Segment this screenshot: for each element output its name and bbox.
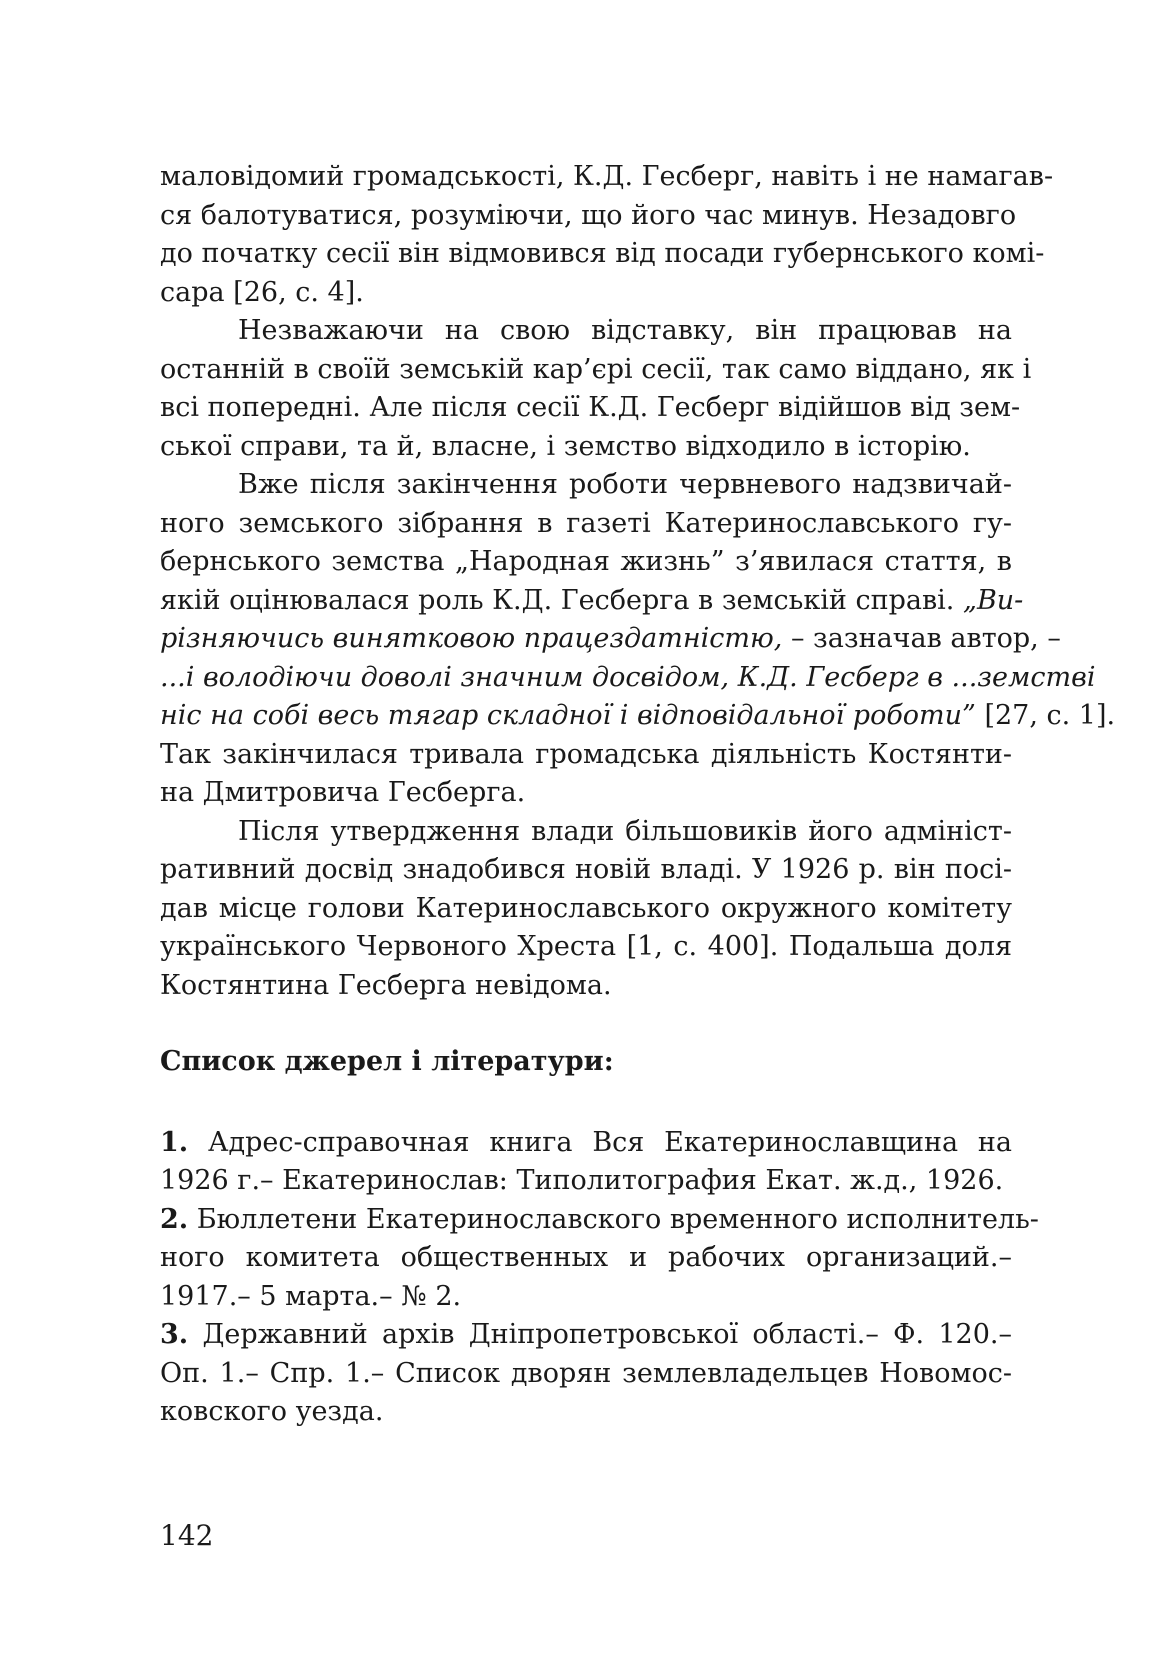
text-line: Так закінчилася тривала громадська діяльність Костянти- bbox=[160, 738, 1012, 770]
text-line: ного земського зібрання в газеті Катеринославського гу- bbox=[160, 507, 1012, 539]
quote-line: ...і володіючи доволі значним досвідом, К.Д. Гесберг в ...земстві bbox=[160, 661, 1096, 693]
text-line: ковского уезда. bbox=[160, 1396, 384, 1427]
reference-item bbox=[160, 1124, 1012, 1201]
text-line: дав місце голови Катеринославського окружного комітету bbox=[160, 892, 1012, 924]
quote-fragment: різняючись винятковою працездатністю, bbox=[160, 623, 783, 654]
reference-number: 2. bbox=[160, 1203, 189, 1235]
reference-text: Адрес-справочная книга Вся Екатеринославщина на bbox=[188, 1126, 1012, 1158]
references-heading: Список джерел і літератури: bbox=[160, 1046, 614, 1077]
text-line: 1926 г.– Екатеринослав: Типолитография Екат. ж.д., 1926. bbox=[160, 1165, 1004, 1196]
text-fragment: – зазначав автор, – bbox=[782, 623, 1061, 654]
text-line: ративний досвід знадобився новій владі. У 1926 р. він посі- bbox=[160, 854, 1012, 885]
text-line: всі попередні. Але після сесії К.Д. Гесберг відійшов від зем- bbox=[160, 392, 1021, 423]
quote-fragment: ніс на собі весь тягар складної і відповідальної роботи” bbox=[160, 700, 976, 731]
text-line bbox=[160, 620, 1061, 659]
text-line: Після утвердження влади більшовиків його адмініст- bbox=[238, 815, 1012, 847]
text-fragment: якій оцінювалася роль К.Д. Гесберга в земській справі. bbox=[160, 584, 963, 616]
text-line: Костянтина Гесберга невідома. bbox=[160, 969, 612, 1001]
text-line bbox=[160, 697, 1116, 736]
spacer bbox=[160, 1082, 1012, 1124]
reference-text: Державний архів Дніпропетровської області.– Ф. 120.– bbox=[188, 1319, 1012, 1350]
text-line: Оп. 1.– Спр. 1.– Список дворян землевладельцев Новомос- bbox=[160, 1357, 1012, 1389]
text-line: Вже після закінчення роботи червневого надзвичай- bbox=[238, 469, 1012, 500]
text-line bbox=[160, 1201, 1039, 1240]
text-line: на Дмитровича Гесберга. bbox=[160, 777, 526, 808]
text-line: ся балотуватися, розуміючи, що його час минув. Незадовго bbox=[160, 199, 1017, 231]
text-line: останній в своїй земській кар’єрі сесії, так само віддано, як і bbox=[160, 353, 1032, 385]
reference-item bbox=[160, 1316, 1012, 1432]
reference-number: 3. bbox=[160, 1319, 189, 1350]
text-line: ного комитета общественных и рабочих организаций.– bbox=[160, 1242, 1012, 1273]
paragraph bbox=[160, 466, 1116, 813]
text-line: до початку сесії він відмовився від посади губернського комі- bbox=[160, 238, 1045, 269]
paragraph bbox=[160, 813, 1012, 1006]
page-number: 142 bbox=[160, 1519, 214, 1552]
reference-number: 1. bbox=[160, 1126, 189, 1158]
text-line: Незважаючи на свою відставку, він працював на bbox=[238, 315, 1012, 346]
text-line bbox=[160, 582, 1024, 621]
text-line bbox=[160, 1316, 1012, 1355]
text-line: сара [26, с. 4]. bbox=[160, 276, 364, 308]
references-list bbox=[160, 1124, 1039, 1432]
text-line: 1917.– 5 марта.– № 2. bbox=[160, 1280, 462, 1312]
text-line bbox=[160, 1124, 1012, 1163]
citation: [27, с. 1]. bbox=[975, 700, 1116, 731]
quote-fragment: „Ви- bbox=[962, 584, 1024, 616]
paragraph bbox=[160, 312, 1032, 466]
reference-item bbox=[160, 1201, 1039, 1317]
spacer bbox=[160, 1005, 1012, 1043]
text-line: українського Червоного Хреста [1, с. 400]. Подальша доля bbox=[160, 931, 1012, 962]
text-line: бернського земства „Народная жизнь” з’явилася стаття, в bbox=[160, 546, 1012, 577]
reference-text: Бюллетени Екатеринославского временного исполнитель- bbox=[188, 1203, 1039, 1235]
text-line: маловідомий громадськості, К.Д. Гесберг, навіть і не намагав- bbox=[160, 161, 1054, 192]
text-line: ської справи, та й, власне, і земство відходило в історію. bbox=[160, 430, 971, 462]
page-body bbox=[160, 158, 1116, 1432]
paragraph bbox=[160, 158, 1054, 312]
